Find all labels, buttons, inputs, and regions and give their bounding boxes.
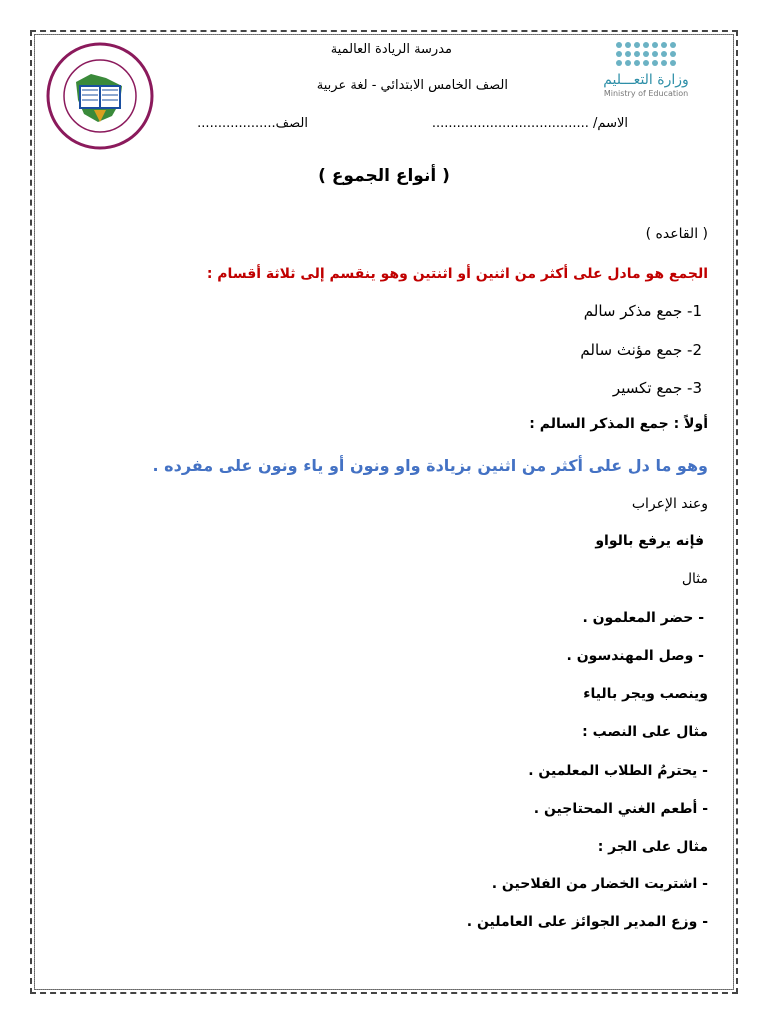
raf-rule: فإنه يرفع بالواو	[595, 533, 704, 549]
parsing-label: وعند الإعراب	[631, 496, 708, 512]
lesson-title: ( أنواع الجموع )	[318, 166, 450, 186]
ministry-logo	[596, 38, 696, 108]
rule-text: الجمع هو مادل على أكثر من اثنين أو اثنتين وهو ينقسم إلى ثلاثة أقسام :	[206, 266, 708, 282]
raf-example-1: - حضر المعلمون .	[582, 610, 704, 626]
ministry-name-ar: وزارة التعـــليم	[603, 72, 689, 88]
jarr-example-1: - اشتريت الخضار من الفلاحين .	[491, 876, 708, 892]
ministry-name-en: Ministry of Education	[603, 89, 689, 98]
name-field: الاسم/ ......................................	[431, 116, 628, 131]
jarr-label: مثال على الجر :	[597, 839, 708, 855]
class-field: الصف...................	[197, 116, 308, 131]
nasb-label: مثال على النصب :	[582, 724, 708, 740]
nasb-example-1: - يحترمُ الطلاب المعلمين .	[528, 763, 708, 779]
ministry-dots-icon	[596, 42, 696, 66]
type-item-1: 1- جمع مذكر سالم	[583, 302, 702, 320]
first-heading: أولاً : جمع المذكر السالم :	[529, 416, 708, 432]
nasb-example-2: - أطعم الغني المحتاجين .	[533, 801, 708, 817]
nasb-jarr-rule: وينصب ويجر بالياء	[583, 686, 708, 702]
type-item-3: 3- جمع تكسير	[612, 379, 702, 397]
example-label: مثال	[681, 571, 708, 587]
jarr-example-2: - وزع المدير الجوائز على العاملين .	[466, 914, 708, 930]
school-logo	[46, 42, 154, 150]
raf-example-2: - وصل المهندسون .	[566, 648, 704, 664]
school-name: مدرسة الريادة العالمية	[330, 42, 452, 57]
grade-subject: الصف الخامس الابتدائي - لغة عربية	[316, 78, 508, 93]
definition: وهو ما دل على أكثر من اثنين بزيادة واو ونون أو ياء ونون على مفرده .	[152, 456, 708, 475]
type-item-2: 2- جمع مؤنث سالم	[580, 341, 702, 359]
rule-label: ( القاعده )	[645, 226, 708, 242]
